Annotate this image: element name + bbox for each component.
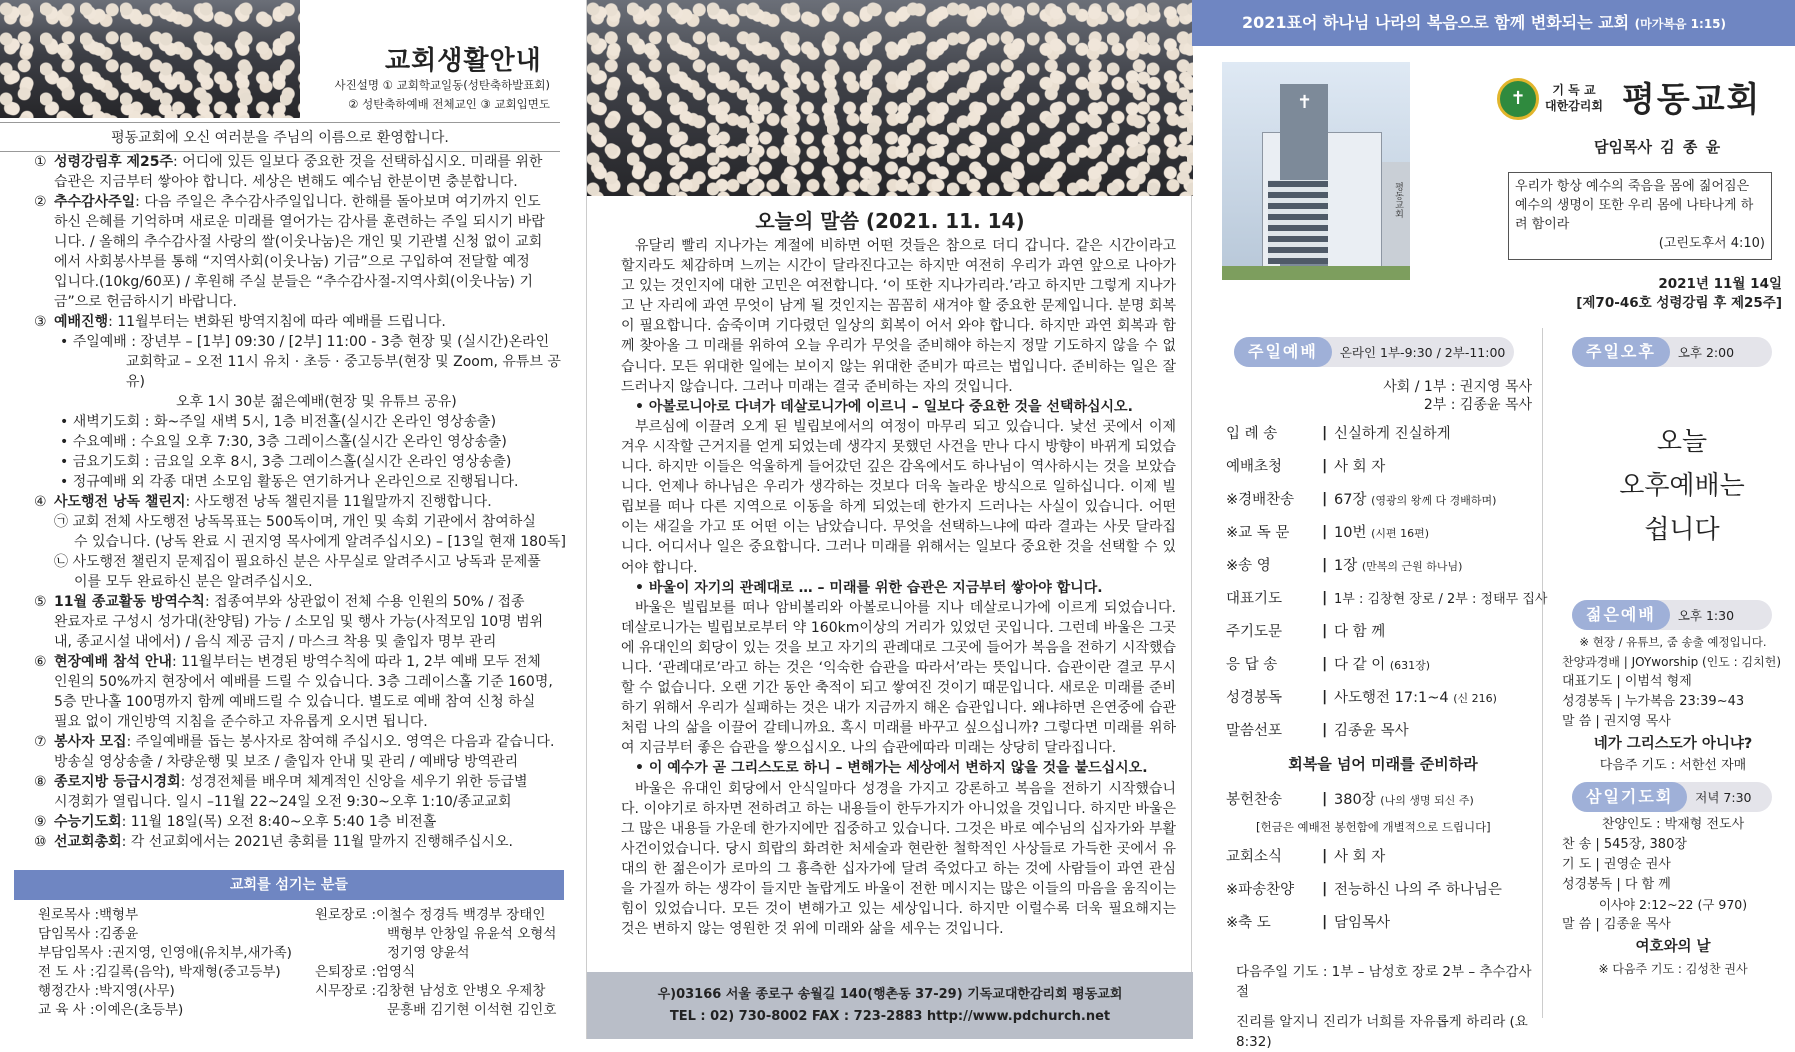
- news-item: ⑩ 선교회총회: 각 선교회에서는 2021년 총회를 11월 말까지 진행해주십시오.: [34, 834, 513, 850]
- pastor-name: 담임목사 김 종 윤: [1594, 138, 1721, 156]
- wednesday-prayer-label: 삼일기도회 저녁 7:30: [1572, 782, 1772, 812]
- news-item: ⑨ 수능기도회: 11월 18일(목) 오전 8:40~오후 5:40 1층 비전홀: [34, 814, 437, 830]
- worship-order-panel: [1192, 0, 1795, 1050]
- staff-header: 교회를 섬기는 분들: [14, 870, 564, 900]
- column-divider: [1542, 328, 1543, 1018]
- staff-list-right: 원로장로 : 이철수 정경득 백경부 장태인 백형부 안창일 유윤석 오형석 정기영 양윤석 은퇴장로 : 엄영식 시무장로 : 김창현 남성호 안병오 우제창 문흥배 김기현 이석현 김인호: [315, 907, 557, 1018]
- sermon-heading: • 이 예수가 곧 그리스도로 하니 – 변해가는 세상에서 변하지 않을 것을 붙드십시오.: [635, 760, 1148, 777]
- order-row: 대표기도 | 1부 : 김창현 장로 / 2부 : 정태무 집사: [1226, 589, 1548, 607]
- congregation-photo: [587, 0, 1193, 196]
- order-row: ※축 도 | 담임목사: [1226, 913, 1391, 931]
- order-row: 성경봉독 | 사도행전 17:1~4 (신 216): [1226, 688, 1497, 706]
- church-building-image: ✝ 평동교회: [1222, 62, 1410, 280]
- sermon-panel: [586, 0, 1192, 1039]
- news-item: ② 추수감사주일: 다음 주일은 추수감사주일입니다. 한해를 돌아보며 여기까지 인도 하신 은혜를 기억하며 새로운 미래를 열어가는 감사를 훈련하는 주일 되시기 바랍 니다. / 올해의 추수감사절 사랑의 쌀(이웃나눔)은 개인 및 기관별 신청 없이 교회 에서 사회봉사부를 통해 “지역사회(이웃나눔) 기금”으로 구입하여 전달할 예정 입니다.(10kg/60포) / 후원해 주실 분들은 “추수감사절-지역사회(이웃나눔) 기 금”으로 헌금하시기 바랍니다.: [34, 194, 545, 310]
- offering-note: [헌금은 예배전 봉헌함에 개별적으로 드립니다]: [1256, 820, 1491, 834]
- sermon-heading: • 아볼로니아로 다녀가 데살로니가에 이르니 – 일보다 중요한 것을 선택하십시오.: [635, 398, 1133, 415]
- bulletin-date: 2021년 11월 14일 [제70-46호 성령강림 후 제25주]: [1576, 276, 1782, 311]
- sermon-paragraph: 바울은 빌립보를 떠나 암비볼리와 아볼로니아를 지나 데살로니가에 이르게 되었습니다. 데살로니가는 빌립보로부터 약 160km이상의 거리가 있었던 곳입니다. 그런데 바울은 그곳에 유대인의 회당이 있는 것을 보고 자기의 관례대로 그곳에 들어가 복음을 전하기 시작했습니다. ‘관례대로’라고 하는 것은 ‘익숙한 습관을 따라서’라는 뜻입니다. 습관이란 결코 무시할 수 없습니다. 오랜 기간 동안 축적이 되고 쌓여진 것이기 때문입니다. 새로운 미래를 준비하기 위해서 우리가 실패하는 것은 내가 지금까지 해온 습관입니다. 왜냐하면 은연중에 습관처럼 나의 삶을 이끌어 갈테니까요. 혹시 미래를 바꾸고 싶으십니까? 그렇다면 미래를 위하여 지금부터 좋은 습관을 쌓으십시오. 나의 습관에따라 미래는 상당히 달라집니다.: [621, 599, 1176, 757]
- order-row: ※교 독 문 | 10번 (시편 16편): [1226, 523, 1430, 541]
- sermon-paragraph: 유달리 빨리 지나가는 계절에 비하면 어떤 것들은 참으로 더디 갑니다. 같은 시간이라고 할지라도 체감하며 느끼는 시간이 달라진다고는 하지만 여전히 우리가 과연 앞으로 나아가고 있는 것인지에 대한 고민은 여전합니다. ‘이 또한 지나가리라.’라고 하지만 그렇게 지나가고 난 자리에 과연 무엇이 남게 될 것인지는 꼼꼼히 새겨야 할 중요한 문제입니다. 분명 회복이 필요합니다. 숨죽이며 기다렸던 일상의 회복이 어서 와야 합니다. 하지만 과연 회복과 함께 찾아올 그 미래를 위하여 오늘 우리가 무엇을 준비해야 하는지 정말 기도하지 않을 수 없습니다. 모든 위대한 일에는 보이지 않는 위대한 준비가 따르는 법입니다. 준비하는 일은 잘 드러나지 않습니다. 그러나 미래는 결국 준비하는 자의 것입니다.: [621, 238, 1176, 395]
- order-row: ※경배찬송 | 67장 (영광의 왕께 다 경배하며): [1226, 490, 1497, 508]
- news-item: ③ 예배진행: 11월부터는 변화된 방역지침에 따라 예배를 드립니다.: [34, 314, 446, 330]
- sermon-paragraph: 부르심에 이끌려 오게 된 빌립보에서의 여정이 마무리 되고 있습니다. 낯선 곳에서 이제 겨우 시작할 근거지를 얻게 되었는데 생각지 못했던 사건을 만나 다시 방향이 바뀌게 되었습니다. 하지만 이들은 억울하게 들어갔던 깊은 감옥에서도 하나님이 역사하시는 것을 보았습니다. 언제나 하나님은 우리가 생각하는 것보다 더욱 놀라운 방식으로 일하십니다. 이제 빌립보를 떠나 다른 지역으로 이동을 하게 되었는데 한가지 드러나는 사실이 있습니다. 어떤 이는 새길을 가고 또 어떤 이는 남았습니다. 무엇을 선택하느냐에 따라 결과는 사뭇 달라집니다. 어디서나 일은 중요합니다. 그러나 미래를 위해서는 일보다 중요한 것을 선택할 수 있어야 합니다.: [621, 418, 1176, 576]
- order-row: ※파송찬양 | 전능하신 나의 주 하나님은: [1226, 880, 1502, 898]
- youth-service-order: ※ 현장 / 유튜브, 줌 송출 예정입니다. 찬양과경배 | JOYworship (인도 : 김치헌) 대표기도 | 이범석 형제 성경봉독 | 누가복음 23:39~43 말 씀 | 권지영 목사 네가 그리스도가 아니냐? 다음주 기도 : 서한선 자매: [1562, 635, 1781, 773]
- afternoon-service-label: 주일오후 오후 2:00: [1572, 337, 1772, 367]
- news-item: ⑧ 종로지방 등급시경회: 성경전체를 배우며 체계적인 신앙을 세우기 위한 등급별 시경회가 열립니다. 일시 –11월 22~24일 오전 9:30~오후 1:10/종교교회: [34, 774, 528, 810]
- sermon-paragraph: 바울은 유대인 회당에서 안식일마다 성경을 가지고 강론하고 복음을 전하기 시작했습니다. 이야기로 하자면 전하려고 하는 내용들이 한두가지가 아니었을 것입니다. 하지만 바울은 그 많은 내용들 가운데 한가지에만 집중하고 있습니다. 그것은 바로 예수님의 십자가와 부활 사건이었습니다. 당시 희랍의 화려한 처세술과 현란한 철학적인 사상들로 가득한 곳에서 유대의 한 젊은이가 로마의 그 흉측한 십자가에 달려 죽었다고 하는 것에 사람들이 과연 관심을 가질까 하는 생각이 들지만 놀랍게도 바울이 전한 메시지는 많은 이들의 마음을 움직이는 힘이 있었습니다. 모든 것이 변해가고 있는 세상입니다. 하지만 이럴수록 더욱 필요해지는 것은 변하지 않는 영원한 것 위에 미래와 삶을 세우는 것입니다.: [621, 780, 1176, 938]
- contact-footer: [587, 972, 1193, 1039]
- sermon-heading: • 바울이 자기의 관례대로 … – 미래를 위한 습관은 지금부터 쌓아야 합니다.: [635, 579, 1103, 596]
- contact-info: TEL : 02) 730-8002 FAX : 723-2883 http://www.pdchurch.net: [669, 1009, 1111, 1024]
- closing-info: 다음주일 기도 : 1부 – 남성호 장로 2부 – 추수감사절 진리를 알지니 진리가 너희를 자유롭게 하리라 (요 8:32): [1236, 964, 1532, 1050]
- wednesday-prayer-order: 찬양인도 : 박재형 전도사 찬 송 | 545장, 380장 기 도 | 권영순 권사 성경봉독 | 다 함 께 이사야 2:12~22 (구 970) 말 씀 | 김종윤 목사 여호와의 날 ※ 다음주 기도 : 김성찬 권사: [1562, 817, 1748, 976]
- order-row: ※송 영 | 1장 (만복의 근원 하나님): [1226, 556, 1463, 574]
- welcome-message: 평동교회에 오신 여러분을 주님의 이름으로 환영합니다.: [0, 122, 560, 152]
- staff-list-left: 원로목사 : 백형부 담임목사 : 김종윤 부담임목사 : 권지영, 인영애(유치부,새가족) 전 도 사 : 김길록(음악), 박재형(중고등부) 행정간사 : 박지영(사무) 교 육 사 : 이예은(초등부): [38, 907, 292, 1018]
- order-row: 봉헌찬송 | 380장 (나의 생명 되신 주): [1226, 790, 1474, 808]
- news-item: ⑦ 봉사자 모집: 주일예배를 돕는 봉사자로 참여해 주십시오. 영역은 다음과 같습니다. 방송실 영상송출 / 차량운행 및 보조 / 출입자 안내 및 관리 / 예배당 방역관리: [34, 734, 555, 770]
- order-row: 말씀선포 | 김종윤 목사: [1226, 721, 1409, 739]
- youth-service-label: 젊은예배 오후 1:30: [1572, 600, 1772, 630]
- address: 우)03166 서울 종로구 송월길 140(행촌동 37-29) 기독교대한감리회 평동교회: [657, 987, 1123, 1002]
- no-afternoon-service: 오늘 오후예배는 쉽니다: [1619, 427, 1745, 545]
- main-service-label: 주일예배 온라인 1부-9:30 / 2부-11:00: [1234, 337, 1514, 367]
- news-item: ⑥ 현장예배 참석 안내: 11월부터는 변경된 방역수칙에 따라 1, 2부 예배 모두 전체 인원의 50%까지 현장에서 예배를 드릴 수 있습니다. 3층 그레이스홀 기준 160명, 5층 만나홀 100명까지 함께 예배드릴 수 있습니다. 별도로 예배 참여 신청 하실 필요 없이 개인방역 지침을 준수하고 자유롭게 오시면 됩니다.: [34, 654, 553, 730]
- order-row: 예배초청 | 사 회 자: [1226, 457, 1386, 475]
- denomination: 기 독 교 대한감리회: [1545, 83, 1603, 113]
- news-list: ① 성령강림후 제25주: 어디에 있든 일보다 중요한 것을 선택하십시오. 미래를 위한 습관은 지금부터 쌓아야 합니다. 세상은 변해도 예수님 한분이면 충분합니다. ② 추수감사주일: 다음 주일은 추수감사주일입니다. 한해를 돌아보며 여기까지 인도 하신 은혜를 기억하며 새로운 미래를 열어가는 감사를 훈련하는 주일 되시기 바랍 니다. / 올해의 추수감사절 사랑의 쌀(이웃나눔)은 개인 및 기관별 신청 없이 교회 에서 사회봉사부를 통해 “지역사회(이웃나눔) 기금”으로 구입하여 전달할 예정 입니다.(10kg/60포) / 후원해 주실 분들은 “추수감사절-지역사회(이웃나눔) 기 금”으로 헌금하시기 바랍니다. ③ 예배진행: 11월부터는 변화된 방역지침에 따라 예배를 드립니다. • 주일예배 : 장년부 – [1부] 09:30 / [2부] 11:00 - 3층 현장 및 (실시간)온라인 교회학교 – 오전 11시 유치 · 초등 · 중고등부(현장 및 Zoom, 유튜브 공유) 오후 1시 30분 젊은예배(현장 및 유튜브 공유) • 새벽기도회 : 화~주일 새벽 5시, 1층 비전홀(실시간 온라인 영상송출) • 수요예배 : 수요일 오후 7:30, 3층 그레이스홀(실시간 온라인 영상송출) • 금요기도회 : 금요일 오후 8시, 3층 그레이스홀(실시간 온라인 영상송출) • 정규예배 외 각종 대면 소모임 활동은 연기하거나 온라인으로 진행됩니다. ④ 사도행전 낭독 챌린지: 사도행전 낭독 챌린지를 11월말까지 진행합니다. ㉠ 교회 전체 사도행전 낭독목표는 500독이며, 개인 및 속회 기관에서 참여하실 수 있습니다. (낭독 완료 시 권지영 목사에게 알려주십시오) – [13일 현재 180독] ㉡ 사도행전 챌린지 문제집이 필요하신 분은 사무실로 알려주시고 낭독과 문제풀 이를 모두 완료하신 분은 알려주십시오. ⑤ 11월 종교활동 방역수칙: 접종여부와 상관없이 전체 수용 인원의 50% / 접종 완료자로 구성시 성가대(찬양팀) 가능 / 소모임 및 행사 가능(사적모임 10명 범위 내, 종교시설 내에서) / 음식 제공 금지 / 마스크 착용 및 출입자 명부 관리 ⑥ 현장예배 참석 안내: 11월부터는 변경된 방역수칙에 따라 1, 2부 예배 모두 전체 인원의 50%까지 현장에서 예배를 드릴 수 있습니다. 3층 그레이스홀 기준 160명, 5층 만나홀 100명까지 함께 예배드릴 수 있습니다. 별도로 예배 참여 신청 하실 필요 없이 개인방역 지침을 준수하고 자유롭게 오시면 됩니다. ⑦ 봉사자 모집: 주일예배를 돕는 봉사자로 참여해 주십시오. 영역은 다음과 같습니다. 방송실 영상송출 / 차량운행 및 보조 / 출입자 안내 및 관리 / 예배당 방역관리 ⑧ 종로지방 등급시경회: 성경전체를 배우며 체계적인 신앙을 세우기 위한 등급별 시경회가 열립니다. 일시 –11월 22~24일 오전 9:30~오후 1:10/종교교회 ⑨ 수능기도회: 11월 18일(목) 오전 8:40~오후 5:40 1층 비전홀 ⑩ 선교회총회: 각 선교회에서는 2021년 총회를 11월 말까지 진행해주십시오.: [34, 152, 574, 852]
- officiant: 사회 / 1부 : 권지영 목사 2부 : 김종윤 목사: [1383, 379, 1532, 413]
- methodist-logo-icon: ✝: [1497, 78, 1539, 120]
- order-row: 주기도문 | 다 함 께: [1226, 622, 1386, 640]
- order-row: 입 례 송 | 신실하게 진실하게: [1226, 424, 1451, 442]
- sermon-body: [621, 236, 1176, 939]
- news-item: ① 성령강림후 제25주: 어디에 있든 일보다 중요한 것을 선택하십시오. 미래를 위한 습관은 지금부터 쌓아야 합니다. 세상은 변해도 예수님 한분이면 충분합니다.: [34, 154, 543, 190]
- verse-box: 우리가 항상 예수의 죽음을 몸에 짊어짐은 예수의 생명이 또한 우리 몸에 나타나게 하려 함이라 (고린도후서 4:10): [1508, 172, 1772, 260]
- motto-banner: 2021표어 하나님 나라의 복음으로 함께 변화되는 교회 (마가복음 1:15): [1192, 0, 1795, 46]
- sunday-school-photo: [0, 0, 300, 118]
- church-name: 평동교회: [1622, 80, 1762, 120]
- page-title: 교회생활안내: [385, 46, 542, 76]
- sermon-title-main: 회복을 넘어 미래를 준비하라: [1288, 755, 1478, 773]
- photo-caption: 사진설명 ① 교회학교일동(성탄축하발표회) ② 성탄축하예배 전체교인 ③ 교회입면도: [334, 78, 550, 111]
- sermon-title: 오늘의 말씀 (2021. 11. 14): [755, 209, 1025, 233]
- church-life-panel: [0, 0, 586, 1039]
- news-item: ⑤ 11월 종교활동 방역수칙: 접종여부와 상관없이 전체 수용 인원의 50% / 접종 완료자로 구성시 성가대(찬양팀) 가능 / 소모임 및 행사 가능(사적모임 10명 범위 내, 종교시설 내에서) / 음식 제공 금지 / 마스크 착용 및 출입자 명부 관리: [34, 594, 544, 650]
- worship-order: [1226, 416, 1548, 938]
- order-row: 교회소식 | 사 회 자: [1226, 847, 1386, 865]
- order-row: 응 답 송 | 다 같 이 (631장): [1226, 655, 1431, 673]
- cross-icon: ✝: [1297, 92, 1313, 113]
- news-item: ④ 사도행전 낭독 챌린지: 사도행전 낭독 챌린지를 11월말까지 진행합니다.: [34, 494, 492, 510]
